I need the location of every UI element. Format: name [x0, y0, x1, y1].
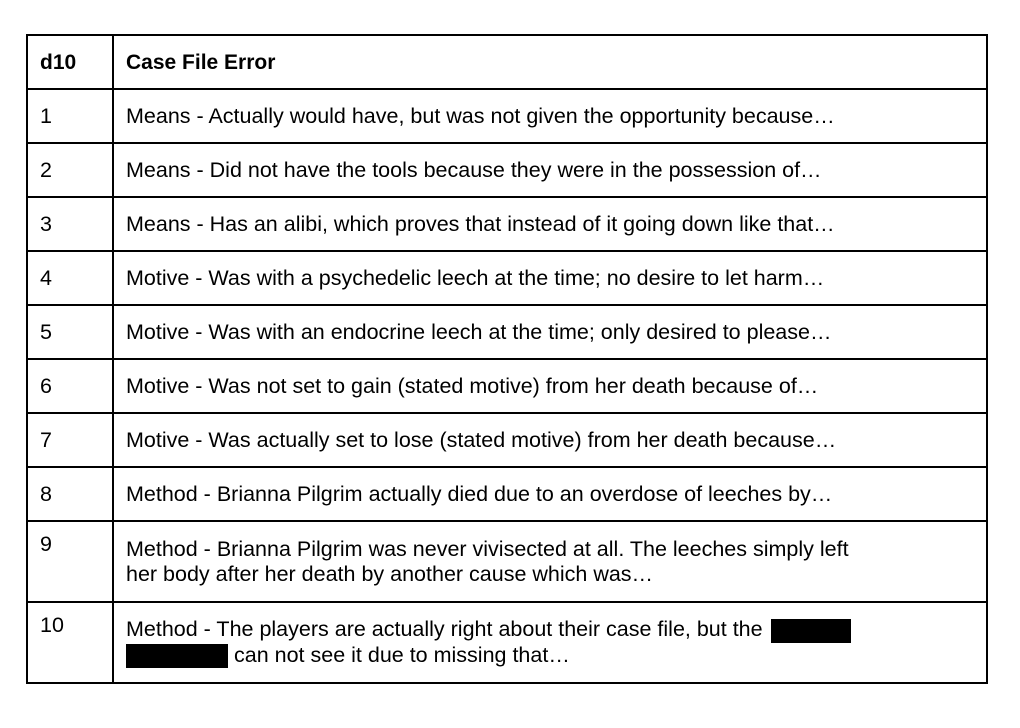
error-line: her body after her death by another cause which was… [126, 561, 654, 586]
case-file-error: Means - Actually would have, but was not given the opportunity because… [113, 89, 987, 143]
table-row [27, 521, 987, 602]
roll-number: 2 [27, 143, 113, 197]
case-file-error: Motive - Was actually set to lose (stated motive) from her death because… [113, 413, 987, 467]
roll-number: 6 [27, 359, 113, 413]
case-file-error: Means - Has an alibi, which proves that instead of it going down like that… [113, 197, 987, 251]
roll-number: 8 [27, 467, 113, 521]
case-file-error [113, 602, 987, 683]
error-text: Method - The players are actually right about their case file, but the [126, 617, 763, 642]
roll-number: 9 [27, 521, 113, 602]
case-file-error [113, 521, 987, 602]
roll-number: 1 [27, 89, 113, 143]
roll-number: 10 [27, 602, 113, 683]
table-row [27, 89, 987, 143]
case-file-error: Motive - Was with an endocrine leech at the time; only desired to please… [113, 305, 987, 359]
table-row [27, 143, 987, 197]
redaction-bar [126, 644, 228, 668]
error-line: Method - Brianna Pilgrim was never vivisected at all. The leeches simply left [126, 536, 849, 561]
case-file-error: Method - Brianna Pilgrim actually died due to an overdose of leeches by… [113, 467, 987, 521]
error-text: can not see it due to missing that… [234, 642, 570, 667]
table-row [27, 467, 987, 521]
case-file-error: Motive - Was with a psychedelic leech at the time; no desire to let harm… [113, 251, 987, 305]
error-line [126, 617, 986, 642]
table-header-row [27, 35, 987, 89]
roll-number: 4 [27, 251, 113, 305]
error-line [126, 643, 986, 668]
roll-number: 3 [27, 197, 113, 251]
table-row [27, 305, 987, 359]
roll-number: 7 [27, 413, 113, 467]
table-row [27, 197, 987, 251]
header-case-file-error: Case File Error [113, 35, 987, 89]
table-row [27, 359, 987, 413]
table-row [27, 251, 987, 305]
roll-number: 5 [27, 305, 113, 359]
table-row [27, 602, 987, 683]
case-file-error: Motive - Was not set to gain (stated motive) from her death because of… [113, 359, 987, 413]
case-file-error-table [26, 34, 988, 684]
header-d10: d10 [27, 35, 113, 89]
table-row [27, 413, 987, 467]
redaction-bar [771, 619, 851, 643]
case-file-error: Means - Did not have the tools because they were in the possession of… [113, 143, 987, 197]
